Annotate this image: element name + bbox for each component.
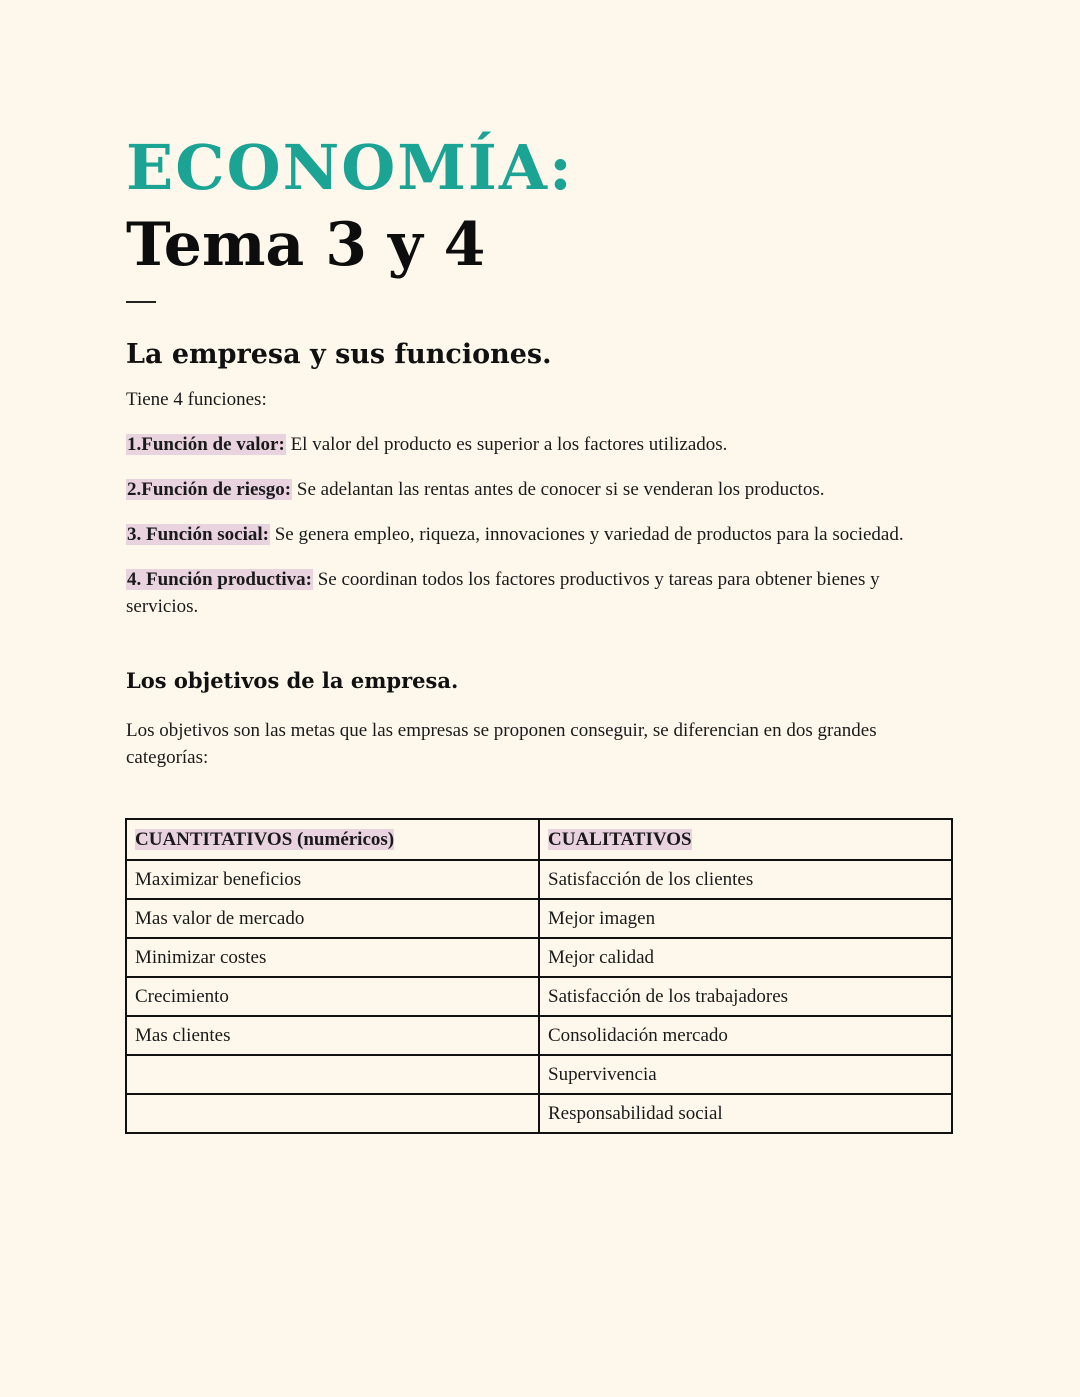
page-subtitle: Tema 3 y 4 bbox=[126, 210, 486, 280]
function-text: Se coordinan todos los factores productivos y tareas para obtener bienes y servicios. bbox=[126, 569, 880, 617]
table-row bbox=[126, 899, 952, 938]
section-heading-functions: La empresa y sus funciones. bbox=[126, 339, 552, 370]
table-cell: Mas clientes bbox=[126, 1016, 539, 1055]
table-cell: Mas valor de mercado bbox=[126, 899, 539, 938]
function-text: El valor del producto es superior a los factores utilizados. bbox=[285, 434, 728, 455]
function-text: Se adelantan las rentas antes de conocer si se venderan los productos. bbox=[292, 479, 825, 500]
functions-intro: Tiene 4 funciones: bbox=[126, 389, 267, 410]
title-divider bbox=[126, 301, 156, 303]
table-header-cell bbox=[126, 819, 539, 860]
objectives-intro: Los objetivos son las metas que las empresas se proponen conseguir, se diferencian en dos grandes categorías: bbox=[126, 720, 877, 768]
table-cell: Mejor imagen bbox=[539, 899, 952, 938]
function-label: 4. Función productiva: bbox=[127, 569, 312, 590]
table-cell: Responsabilidad social bbox=[539, 1094, 952, 1133]
function-item bbox=[126, 476, 946, 503]
table-row bbox=[126, 938, 952, 977]
table-row bbox=[126, 1094, 952, 1133]
table-cell: Minimizar costes bbox=[126, 938, 539, 977]
table-row bbox=[126, 977, 952, 1016]
table-cell: Consolidación mercado bbox=[539, 1016, 952, 1055]
table-row bbox=[126, 860, 952, 899]
table-cell: Maximizar beneficios bbox=[126, 860, 539, 899]
function-item bbox=[126, 566, 946, 620]
page-title: ECONOMÍA: bbox=[126, 131, 574, 204]
function-label: 3. Función social: bbox=[127, 524, 269, 545]
table-header-row bbox=[126, 819, 952, 860]
table-cell: Satisfacción de los trabajadores bbox=[539, 977, 952, 1016]
function-item bbox=[126, 521, 946, 548]
table-cell: Supervivencia bbox=[539, 1055, 952, 1094]
table-header-label: CUALITATIVOS bbox=[548, 828, 692, 850]
function-item bbox=[126, 431, 946, 458]
function-text: Se genera empleo, riqueza, innovaciones y variedad de productos para la sociedad. bbox=[269, 524, 904, 545]
table-cell bbox=[126, 1055, 539, 1094]
section-heading-objectives: Los objetivos de la empresa. bbox=[126, 668, 459, 693]
table-cell: Satisfacción de los clientes bbox=[539, 860, 952, 899]
objectives-table bbox=[125, 818, 953, 1134]
function-label: 1.Función de valor: bbox=[127, 434, 285, 455]
table-cell bbox=[126, 1094, 539, 1133]
function-label: 2.Función de riesgo: bbox=[127, 479, 292, 500]
table-row bbox=[126, 1016, 952, 1055]
table-header-cell bbox=[539, 819, 952, 860]
table-row bbox=[126, 1055, 952, 1094]
table-cell: Mejor calidad bbox=[539, 938, 952, 977]
table-header-label: CUANTITATIVOS (numéricos) bbox=[135, 828, 395, 850]
table-cell: Crecimiento bbox=[126, 977, 539, 1016]
